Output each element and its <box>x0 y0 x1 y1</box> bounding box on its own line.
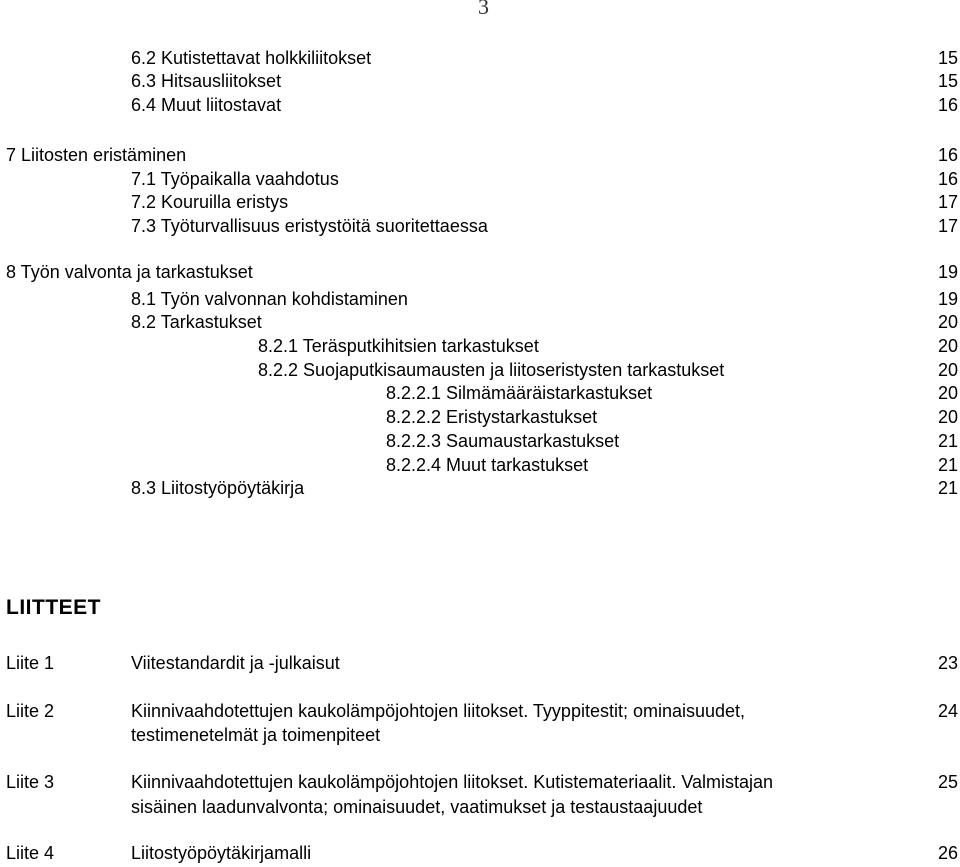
toc-entry[interactable] <box>0 287 960 311</box>
appendices-heading: LIITTEET <box>6 596 101 619</box>
toc-entry[interactable] <box>0 93 960 117</box>
appendix-entry-continuation <box>0 795 960 819</box>
toc-entry-label: 8.3 Liitostyöpöytäkirja <box>131 478 305 498</box>
toc-entry-page: 15 <box>937 48 958 68</box>
toc-entry-label: 7 Liitosten eristäminen <box>6 145 187 165</box>
toc-subsubentry[interactable] <box>0 429 960 453</box>
appendix-id: Liite 4 <box>6 843 55 863</box>
toc-entry[interactable] <box>0 214 960 238</box>
appendix-page: 23 <box>937 653 958 673</box>
appendix-page: 26 <box>937 843 958 863</box>
toc-entry-page: 21 <box>937 455 958 475</box>
toc-entry-label: 6.2 Kutistettavat holkkiliitokset <box>131 48 372 68</box>
toc-entry[interactable] <box>0 46 960 70</box>
appendix-title-continued: testimenetelmät ja toimenpiteet <box>131 725 381 745</box>
appendix-page: 24 <box>937 701 958 721</box>
appendix-entry[interactable] <box>0 770 960 794</box>
toc-entry-page: 20 <box>937 407 958 427</box>
appendix-entry[interactable] <box>0 841 960 865</box>
toc-entry-label: 8.2.2.3 Saumaustarkastukset <box>386 431 620 451</box>
toc-entry-label: 8.1 Työn valvonnan kohdistaminen <box>131 289 408 309</box>
toc-entry-label: 8.2 Tarkastukset <box>131 312 262 332</box>
toc-entry-page: 16 <box>937 95 958 115</box>
toc-entry-page: 20 <box>937 360 958 380</box>
toc-entry-label: 8.2.1 Teräsputkihitsien tarkastukset <box>258 336 539 356</box>
toc-entry[interactable] <box>0 190 960 214</box>
appendix-id: Liite 3 <box>6 772 55 792</box>
appendix-page: 25 <box>937 772 958 792</box>
toc-entry-label: 8.2.2.4 Muut tarkastukset <box>386 455 589 475</box>
toc-entry-label: 6.4 Muut liitostavat <box>131 95 282 115</box>
appendix-entry[interactable] <box>0 651 960 675</box>
toc-entry-label: 8.2.2.2 Eristystarkastukset <box>386 407 598 427</box>
toc-subentry[interactable] <box>0 334 960 358</box>
toc-entry[interactable] <box>0 167 960 191</box>
appendix-entry[interactable] <box>0 699 960 723</box>
toc-subsubentry[interactable] <box>0 381 960 405</box>
toc-entry-page: 16 <box>937 145 958 165</box>
toc-entry-page: 20 <box>937 312 958 332</box>
appendix-title: Kiinnivaahdotettujen kaukolämpöjohtojen liitokset. Kutistemateriaalit. Valmistajan <box>131 772 774 792</box>
appendix-title-continued: sisäinen laadunvalvonta; ominaisuudet, vaatimukset ja testaustaajuudet <box>131 797 703 817</box>
appendix-entry-continuation <box>0 723 960 747</box>
toc-entry-label: 7.2 Kouruilla eristys <box>131 192 289 212</box>
toc-entry-page: 16 <box>937 169 958 189</box>
toc-entry-page: 19 <box>937 262 958 282</box>
appendix-title: Liitostyöpöytäkirjamalli <box>131 843 312 863</box>
toc-entry-page: 17 <box>937 216 958 236</box>
toc-subentry[interactable] <box>0 358 960 382</box>
appendix-title: Viitestandardit ja -julkaisut <box>131 653 340 673</box>
toc-entry[interactable] <box>0 476 960 500</box>
toc-entry[interactable] <box>0 310 960 334</box>
page-number: 3 <box>478 0 489 19</box>
toc-entry-page: 15 <box>937 71 958 91</box>
toc-chapter[interactable] <box>0 260 960 284</box>
toc-entry-page: 21 <box>937 478 958 498</box>
appendix-id: Liite 1 <box>6 653 55 673</box>
toc-entry-page: 20 <box>937 383 958 403</box>
toc-entry-label: 8.2.2 Suojaputkisaumausten ja liitoseristysten tarkastukset <box>258 360 725 380</box>
toc-subsubentry[interactable] <box>0 453 960 477</box>
toc-subsubentry[interactable] <box>0 405 960 429</box>
toc-entry-page: 19 <box>937 289 958 309</box>
toc-entry-label: 8 Työn valvonta ja tarkastukset <box>6 262 253 282</box>
toc-entry-page: 17 <box>937 192 958 212</box>
toc-chapter[interactable] <box>0 143 960 167</box>
appendix-id: Liite 2 <box>6 701 55 721</box>
toc-entry-page: 20 <box>937 336 958 356</box>
toc-entry-label: 8.2.2.1 Silmämääräistarkastukset <box>386 383 653 403</box>
toc-entry-label: 7.3 Työturvallisuus eristystöitä suoritettaessa <box>131 216 488 236</box>
toc-entry-label: 7.1 Työpaikalla vaahdotus <box>131 169 339 189</box>
appendix-title: Kiinnivaahdotettujen kaukolämpöjohtojen liitokset. Tyyppitestit; ominaisuudet, <box>131 701 746 721</box>
toc-entry-page: 21 <box>937 431 958 451</box>
toc-entry-label: 6.3 Hitsausliitokset <box>131 71 282 91</box>
toc-entry[interactable] <box>0 69 960 93</box>
